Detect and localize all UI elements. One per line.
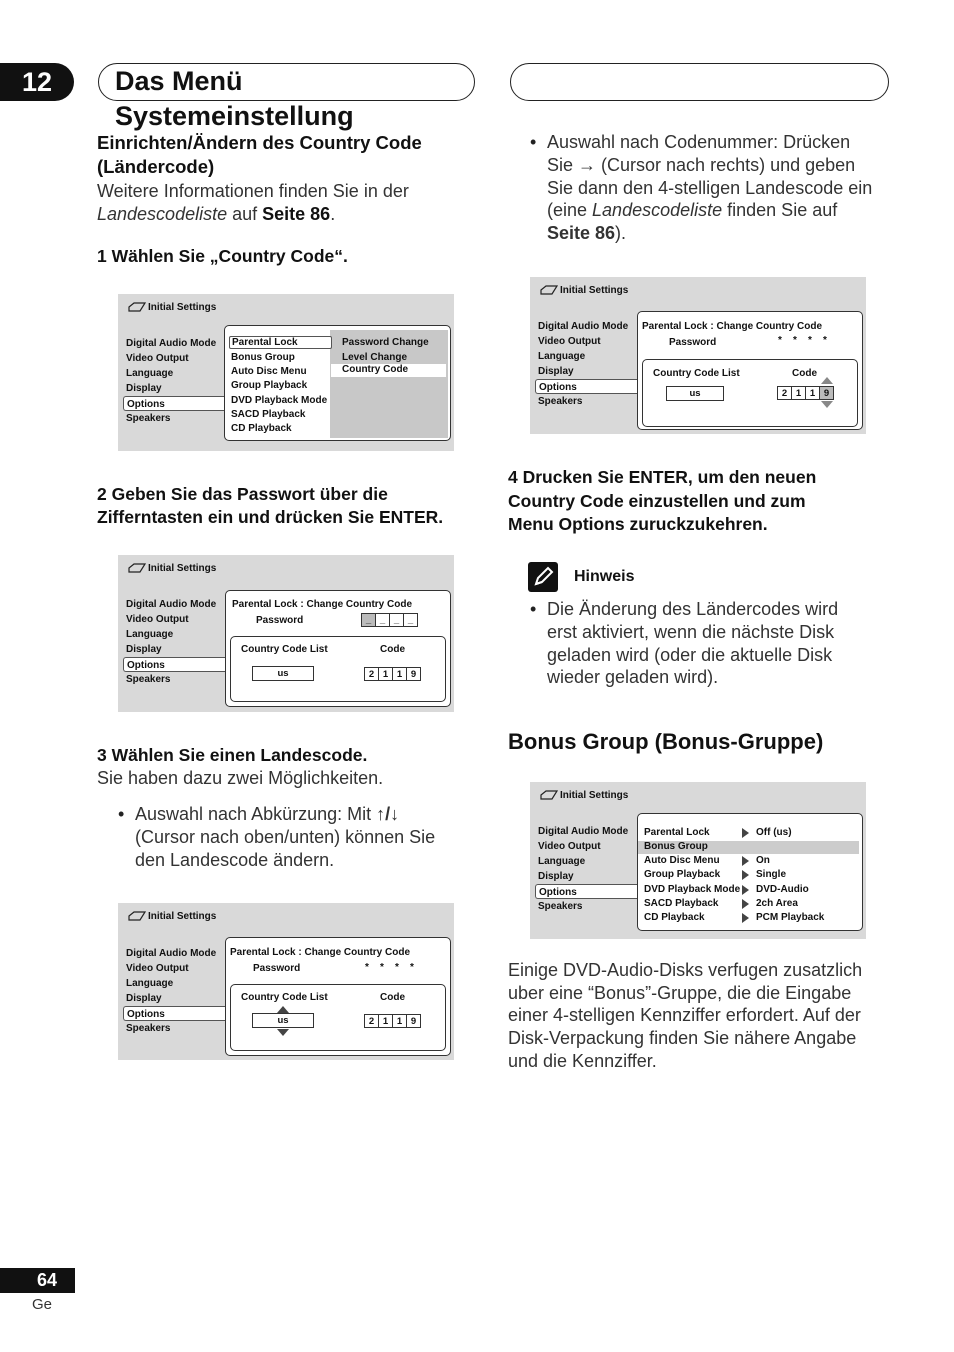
menu-item: Speakers bbox=[126, 674, 171, 685]
option-value: PCM Playback bbox=[756, 912, 825, 923]
osd-screenshot-2 bbox=[118, 555, 454, 712]
arrow-up-icon bbox=[821, 377, 833, 384]
password-digits bbox=[362, 613, 418, 627]
code-digit: 1 bbox=[805, 386, 820, 400]
bullet1-line1 bbox=[135, 803, 399, 826]
code-digits bbox=[365, 1014, 421, 1028]
step-2-line2: Zifferntasten ein und drücken Sie ENTER. bbox=[97, 507, 444, 527]
bonus-paragraph-line3: einer 4-stelligen Kennziffer erfordert. Auf der bbox=[508, 1005, 861, 1025]
bullet-dot: • bbox=[530, 599, 537, 619]
bullet1-line2: (Cursor nach oben/unten) können Sie bbox=[135, 827, 436, 847]
option-item: DVD Playback Mode bbox=[644, 884, 741, 895]
menu-item: Digital Audio Mode bbox=[126, 599, 217, 610]
code-digit-selected: 9 bbox=[819, 386, 834, 400]
country-value: us bbox=[252, 1013, 314, 1028]
osd-screenshot-4 bbox=[530, 277, 866, 434]
osd-header-label: Initial Settings bbox=[560, 285, 629, 296]
disc-icon bbox=[128, 911, 146, 921]
menu-item: Language bbox=[126, 978, 174, 989]
bullet1-text: Auswahl nach Abkürzung: Mit bbox=[135, 804, 377, 824]
password-star: * bbox=[793, 335, 797, 346]
disc-icon bbox=[540, 790, 558, 800]
option-value: Off (us) bbox=[756, 827, 792, 838]
country-code-panel bbox=[225, 590, 451, 707]
option-selected: Parental Lock bbox=[229, 336, 332, 349]
menu-item: Video Output bbox=[126, 614, 189, 625]
menu-item: Video Output bbox=[126, 963, 189, 974]
bullet2-end: ). bbox=[615, 223, 627, 243]
option-item-selected: Bonus Group bbox=[638, 841, 859, 854]
triangle-right-icon bbox=[742, 899, 749, 909]
osd-screenshot-1 bbox=[118, 294, 454, 451]
step-3: 3 Wählen Sie einen Landescode. bbox=[97, 745, 368, 765]
arrow-up-icon bbox=[277, 1006, 289, 1013]
bullet2-line1: Auswahl nach Codenummer: Drücken bbox=[547, 132, 851, 152]
note-line2: erst aktiviert, wenn die nächste Disk bbox=[547, 622, 835, 642]
bullet1-line3: den Landescode ändern. bbox=[135, 850, 335, 870]
option-item: CD Playback bbox=[231, 423, 292, 434]
option-value: 2ch Area bbox=[756, 898, 798, 909]
code-label: Code bbox=[380, 992, 405, 1003]
option-value: Single bbox=[756, 869, 787, 880]
password-star: * bbox=[365, 962, 369, 973]
step-4-line1: 4 Drucken Sie ENTER, um den neuen bbox=[508, 467, 817, 487]
menu-item: Video Output bbox=[538, 841, 601, 852]
password-digit: _ bbox=[375, 613, 390, 627]
change-title: Parental Lock : Change Country Code bbox=[230, 947, 411, 958]
country-list-box bbox=[642, 359, 858, 427]
code-digit: 1 bbox=[392, 667, 407, 681]
osd-screenshot-3 bbox=[118, 903, 454, 1060]
menu-item: Digital Audio Mode bbox=[126, 338, 217, 349]
code-digits bbox=[778, 386, 834, 400]
option-item: Auto Disc Menu bbox=[644, 855, 720, 866]
password-label: Password bbox=[669, 337, 717, 348]
option-item: Group Playback bbox=[231, 380, 308, 391]
code-digit: 9 bbox=[406, 1014, 421, 1028]
code-digit: 1 bbox=[378, 1014, 393, 1028]
submenu-item: Level Change bbox=[342, 352, 408, 363]
osd-left-menu bbox=[535, 824, 637, 914]
up-down-arrow-icon: ↑/↓ bbox=[376, 804, 400, 824]
code-digit: 2 bbox=[777, 386, 792, 400]
code-digit: 1 bbox=[791, 386, 806, 400]
code-digit: 1 bbox=[378, 667, 393, 681]
bonus-paragraph-line1: Einige DVD-Audio-Disks verfugen zusatzlich bbox=[508, 960, 863, 980]
osd-left-menu bbox=[123, 597, 225, 687]
option-item: Bonus Group bbox=[231, 352, 295, 363]
chapter-title: Das Menü Systemeinstellung bbox=[98, 63, 475, 101]
submenu-item: Password Change bbox=[342, 337, 429, 348]
change-title: Parental Lock : Change Country Code bbox=[232, 599, 413, 610]
osd-screenshot-5 bbox=[530, 782, 866, 939]
menu-item-selected: Options bbox=[535, 884, 637, 899]
arrow-down-icon bbox=[821, 401, 833, 408]
country-code-panel bbox=[637, 311, 863, 430]
menu-item: Speakers bbox=[538, 396, 583, 407]
country-list-label: Country Code List bbox=[653, 368, 740, 379]
menu-item: Display bbox=[126, 644, 162, 655]
country-code-panel bbox=[225, 937, 451, 1056]
code-digit: 1 bbox=[392, 1014, 407, 1028]
bullet2-text: (Cursor nach rechts) und geben bbox=[596, 155, 856, 175]
arrow-down-icon bbox=[277, 1029, 289, 1036]
bonus-paragraph-line2: uber eine “Bonus”-Gruppe, die die Eingabe bbox=[508, 983, 852, 1003]
password-label: Password bbox=[256, 615, 304, 626]
menu-item-selected: Options bbox=[123, 1006, 225, 1021]
password-star: * bbox=[808, 335, 812, 346]
osd-header bbox=[540, 790, 628, 801]
menu-item: Display bbox=[126, 993, 162, 1004]
disc-icon bbox=[128, 302, 146, 312]
note-line1: Die Änderung des Ländercodes wird bbox=[547, 599, 839, 619]
osd-header bbox=[128, 302, 216, 313]
triangle-right-icon bbox=[742, 828, 749, 838]
osd-header-label: Initial Settings bbox=[148, 302, 217, 313]
step-3-sub: Sie haben dazu zwei Möglichkeiten. bbox=[97, 768, 384, 788]
menu-item: Display bbox=[126, 383, 162, 394]
bullet2-line5 bbox=[547, 222, 626, 245]
country-list-label: Country Code List bbox=[241, 644, 328, 655]
intro-line1: Weitere Informationen finden Sie in der bbox=[97, 181, 409, 201]
right-arrow-icon: → bbox=[578, 155, 597, 175]
password-digit: _ bbox=[361, 613, 376, 627]
menu-item: Video Output bbox=[126, 353, 189, 364]
step-2-line1: 2 Geben Sie das Passwort über die bbox=[97, 484, 388, 504]
code-digit: 2 bbox=[364, 667, 379, 681]
bullet-dot: • bbox=[530, 132, 537, 152]
password-star: * bbox=[395, 962, 399, 973]
pencil-icon-svg bbox=[528, 562, 558, 592]
option-item: SACD Playback bbox=[644, 898, 719, 909]
country-list-label: Country Code List bbox=[241, 992, 328, 1003]
language-code: Ge bbox=[32, 1296, 53, 1313]
menu-item: Language bbox=[126, 368, 174, 379]
password-star: * bbox=[823, 335, 827, 346]
option-value: On bbox=[756, 855, 770, 866]
chapter-number-tab: 12 bbox=[0, 63, 74, 101]
header-empty-pill bbox=[510, 63, 889, 101]
triangle-right-icon bbox=[742, 856, 749, 866]
password-star: * bbox=[778, 335, 782, 346]
osd-header-label: Initial Settings bbox=[148, 563, 217, 574]
bullet2-line3: Sie dann den 4-stelligen Landescode ein bbox=[547, 178, 873, 198]
code-digit: 9 bbox=[406, 667, 421, 681]
option-item: DVD Playback Mode bbox=[231, 395, 328, 406]
osd-left-menu bbox=[123, 336, 225, 426]
bullet2-text: Sie bbox=[547, 155, 579, 175]
bonus-paragraph-line5: und die Kennziffer. bbox=[508, 1051, 657, 1071]
note-line4: wieder geladen wird). bbox=[547, 667, 719, 687]
step-4-line3: Menu Options zuruckzukehren. bbox=[508, 514, 768, 534]
menu-item: Digital Audio Mode bbox=[538, 321, 629, 332]
option-value: DVD-Audio bbox=[756, 884, 809, 895]
bonus-section-title: Bonus Group (Bonus-Gruppe) bbox=[508, 729, 824, 754]
menu-item: Speakers bbox=[126, 1023, 171, 1034]
intro-auf: auf bbox=[227, 204, 263, 224]
bullet2-line4 bbox=[547, 199, 837, 222]
page-number: 64 bbox=[0, 1268, 75, 1293]
password-digit: _ bbox=[403, 613, 418, 627]
country-list-box bbox=[230, 636, 446, 702]
code-label: Code bbox=[380, 644, 405, 655]
bullet2-text: (eine bbox=[547, 200, 593, 220]
menu-item: Digital Audio Mode bbox=[538, 826, 629, 837]
menu-item: Display bbox=[538, 366, 574, 377]
option-item: Group Playback bbox=[644, 869, 721, 880]
menu-item-selected: Options bbox=[535, 379, 637, 394]
bullet2-text: finden Sie auf bbox=[722, 200, 838, 220]
menu-item: Speakers bbox=[126, 413, 171, 424]
menu-item: Video Output bbox=[538, 336, 601, 347]
osd-header-label: Initial Settings bbox=[148, 911, 217, 922]
code-label: Code bbox=[792, 368, 817, 379]
osd-left-menu bbox=[535, 319, 637, 409]
menu-item: Language bbox=[538, 856, 586, 867]
menu-item: Language bbox=[538, 351, 586, 362]
section-title-line1: Einrichten/Ändern des Country Code bbox=[97, 132, 422, 153]
osd-header bbox=[128, 911, 216, 922]
menu-item: Digital Audio Mode bbox=[126, 948, 217, 959]
step-4-line2: Country Code einzustellen und zum bbox=[508, 491, 806, 511]
note-pencil-icon bbox=[528, 562, 558, 592]
option-item: Auto Disc Menu bbox=[231, 366, 307, 377]
osd-header-label: Initial Settings bbox=[560, 790, 629, 801]
menu-item: Speakers bbox=[538, 901, 583, 912]
country-value: us bbox=[666, 386, 724, 401]
country-list-box bbox=[230, 984, 446, 1051]
bullet2-bold-page: Seite 86 bbox=[547, 223, 616, 243]
osd-header bbox=[540, 285, 628, 296]
disc-icon bbox=[128, 563, 146, 573]
intro-italic: Landescodeliste bbox=[97, 204, 228, 224]
disc-icon bbox=[540, 285, 558, 295]
option-item: Parental Lock bbox=[644, 827, 710, 838]
menu-item-selected: Options bbox=[123, 657, 225, 672]
password-star: * bbox=[380, 962, 384, 973]
submenu-item-selected: Country Code bbox=[331, 364, 446, 377]
intro-end: . bbox=[330, 204, 336, 224]
country-value: us bbox=[252, 666, 314, 681]
osd-left-menu bbox=[123, 946, 225, 1036]
bonus-options-panel bbox=[637, 813, 863, 931]
step-1: 1 Wählen Sie „Country Code“. bbox=[97, 246, 348, 266]
triangle-right-icon bbox=[742, 870, 749, 880]
triangle-right-icon bbox=[742, 885, 749, 895]
bullet2-italic: Landescodeliste bbox=[592, 200, 723, 220]
section-title-line2: (Ländercode) bbox=[97, 156, 215, 177]
bonus-paragraph-line4: Disk-Verpackung finden Sie nähere Angabe bbox=[508, 1028, 857, 1048]
note-line3: geladen wird (oder die aktuelle Disk bbox=[547, 645, 833, 665]
password-label: Password bbox=[253, 963, 301, 974]
note-title: Hinweis bbox=[574, 568, 635, 585]
bullet2-line2 bbox=[547, 154, 855, 177]
triangle-right-icon bbox=[742, 913, 749, 923]
bullet-dot: • bbox=[118, 804, 125, 824]
option-item: CD Playback bbox=[644, 912, 705, 923]
change-title: Parental Lock : Change Country Code bbox=[642, 321, 823, 332]
code-digits bbox=[365, 667, 421, 681]
password-digit: _ bbox=[389, 613, 404, 627]
code-digit: 2 bbox=[364, 1014, 379, 1028]
options-panel bbox=[224, 325, 451, 441]
password-star: * bbox=[410, 962, 414, 973]
menu-item-selected: Options bbox=[123, 396, 225, 411]
intro-line2 bbox=[97, 203, 335, 226]
menu-item: Language bbox=[126, 629, 174, 640]
intro-bold-page: Seite 86 bbox=[262, 204, 331, 224]
osd-header bbox=[128, 563, 216, 574]
option-item: SACD Playback bbox=[231, 409, 306, 420]
menu-item: Display bbox=[538, 871, 574, 882]
